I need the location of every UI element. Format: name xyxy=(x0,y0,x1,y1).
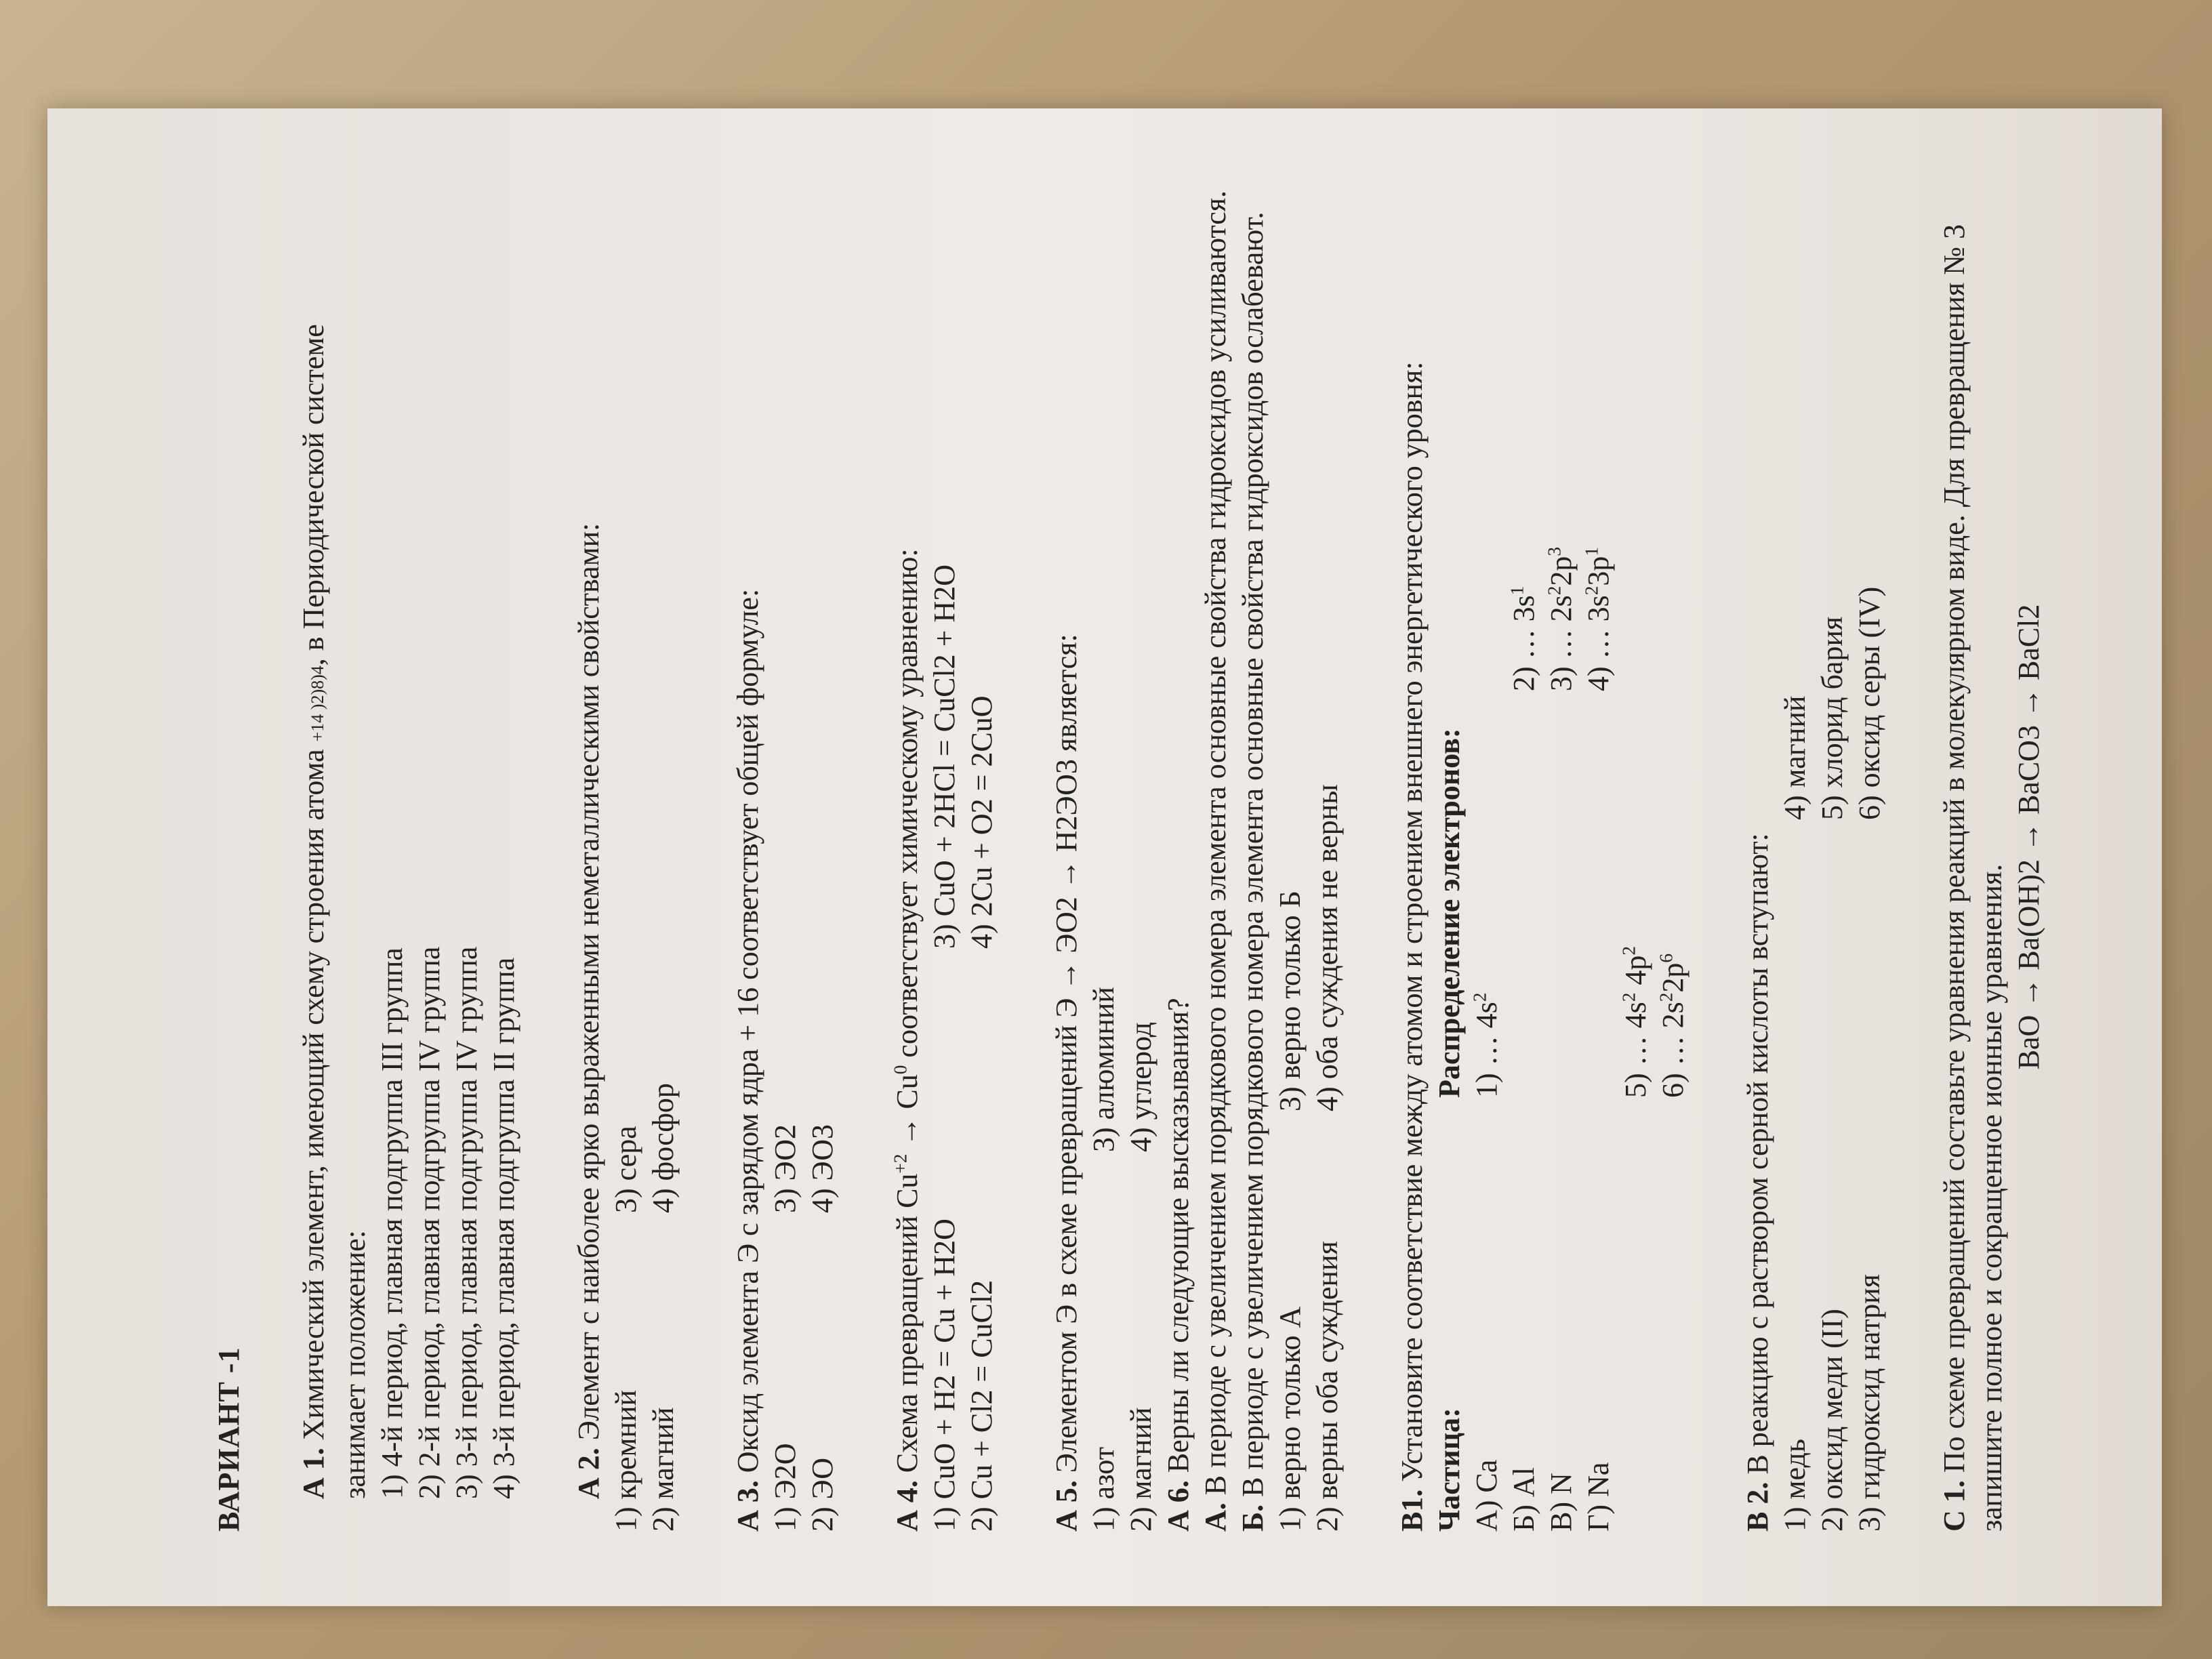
question-a1-text: Химический элемент, имеющий схему строения атома xyxy=(297,749,330,1441)
answer-options xyxy=(1776,142,1888,1532)
answer-option: 4) оба суждения не верны xyxy=(1311,784,1344,1111)
answer-option: 2) Cu + Cl2 = CuCl2 xyxy=(965,1279,998,1532)
answer-option: 5) хлорид бария xyxy=(1816,616,1849,820)
answer-option: 1) верно только А xyxy=(1273,1306,1307,1532)
answer-option: 2) магний xyxy=(647,1407,680,1532)
configuration-item: 1) … $4s^2$ xyxy=(1469,992,1503,1098)
question-a5 xyxy=(1048,142,1160,1532)
paper-sheet xyxy=(47,108,2162,1606)
answer-option: 6) оксид серы (IV) xyxy=(1853,586,1886,820)
particles-header: Частица: xyxy=(1433,1408,1466,1532)
question-a4-stem: А 4. Схема превращений $Cu^{+2} \to Cu^0$ соответствует химическому уравнению: xyxy=(890,548,924,1532)
answer-option: 1) азот xyxy=(1087,1447,1120,1532)
answer-option: 3) ЭО2 xyxy=(769,1124,802,1213)
answer-options xyxy=(607,142,682,1532)
answer-option: 3) CuO + 2HCl = CuCl2 + H2O xyxy=(928,564,961,949)
statement-a xyxy=(1197,142,1234,1532)
question-a6-text: Верны ли следующие высказывания? xyxy=(1162,998,1195,1473)
answer-options xyxy=(766,142,841,1532)
transformation-scheme: BaO → Ba(OH)2 → BaCO3 → BaCl2 xyxy=(2012,604,2045,1070)
question-a3 xyxy=(729,142,841,1532)
question-a1 xyxy=(295,142,523,1532)
configuration-item: 2) … $3s^1$ xyxy=(1507,586,1540,691)
particle-item: Б) Al xyxy=(1507,1467,1540,1532)
question-a5-text: Элементом Э в схеме превращений Э → ЭО2 → H2ЭО3 является: xyxy=(1050,634,1083,1473)
configuration-item: 5) … $4s^2$ $4p^2$ xyxy=(1618,945,1652,1098)
question-c1-stem xyxy=(1936,142,2010,1532)
question-a3-text: Оксид элемента Э с зарядом ядра + 16 соответствует общей формуле: xyxy=(731,588,764,1473)
question-a2-text: Элемент с наиболее ярко выраженными неметаллическими свойствами: xyxy=(572,523,605,1441)
question-a2 xyxy=(570,142,682,1532)
answer-option: 2) 2-й период, главная подгруппа IV группа xyxy=(413,946,446,1499)
question-b1-label: В1. xyxy=(1395,1489,1429,1532)
particle-item: А) Ca xyxy=(1470,1459,1503,1532)
answer-option: 3) гидроксид натрия xyxy=(1853,1274,1886,1532)
answer-option: 2) верны оба суждения xyxy=(1311,1241,1344,1532)
answer-option: 1) Э2О xyxy=(769,1443,802,1532)
configurations-header: Распределение электронов: xyxy=(1433,728,1466,1098)
answer-option: 4) углерод xyxy=(1124,1021,1158,1152)
answer-option: 1) 4-й период, главная подгруппа III группа xyxy=(375,947,409,1499)
question-a4-label: А 4. xyxy=(890,1480,924,1532)
configurations-grid xyxy=(1468,352,1692,1098)
answer-options xyxy=(1271,142,1346,1532)
answer-option: 2) оксид меди (II) xyxy=(1816,1309,1849,1532)
question-a6 xyxy=(1160,142,1346,1532)
question-a4 xyxy=(888,142,1000,1532)
question-a4-text-2: соответствует химическому уравнению: xyxy=(890,548,924,1058)
answer-option: 3) сера xyxy=(609,1126,642,1213)
question-a1-text-2: , в Периодической системе xyxy=(297,324,330,666)
question-a6-stem xyxy=(1160,142,1197,1532)
question-b1-text: Установите соответствие между атомом и строением внешнего энергетического уровня: xyxy=(1395,361,1429,1482)
configuration-item: 4) … $3s^23p^1$ xyxy=(1581,546,1615,691)
answer-option: 4) 2Cu + O2 = 2CuO xyxy=(965,695,998,949)
answer-option: 1) медь xyxy=(1778,1439,1811,1532)
worksheet-page xyxy=(210,142,2175,1532)
answer-option: 4) ЭО3 xyxy=(806,1124,839,1213)
configuration-item: 3) … $2s^22p^3$ xyxy=(1544,546,1578,691)
question-a2-label: А 2. xyxy=(572,1448,605,1499)
question-a4-text: Схема превращений Cu xyxy=(890,1173,924,1473)
question-a5-stem xyxy=(1048,142,1085,1532)
statement-b xyxy=(1234,142,1271,1532)
question-a3-label: А 3. xyxy=(731,1480,764,1532)
statement-a-text: В периоде с увеличением порядкового номера элемента основные свойства гидроксидов усиливаются. xyxy=(1199,190,1232,1496)
question-a3-stem xyxy=(729,142,766,1532)
answer-option: 4) магний xyxy=(1778,695,1811,820)
configuration-item: 6) … $2s^22p^6$ xyxy=(1656,953,1689,1098)
answer-option: 3) верно только Б xyxy=(1273,890,1307,1111)
question-b1 xyxy=(1393,142,1692,1532)
answer-option: 4) фосфор xyxy=(647,1083,680,1213)
question-c1-label: С 1. xyxy=(1938,1480,1971,1532)
answer-option: 3) 3-й период, главная подгруппа IV группа xyxy=(450,946,483,1499)
question-c1-text: По схеме превращений составьте уравнения реакций в молекулярном виде. Для превращения № 3 запишите полное и сокращенное ионные уравнения. xyxy=(1938,224,2008,1532)
question-b2-label: В 2. xyxy=(1741,1481,1774,1532)
question-a1-stem xyxy=(295,142,336,1532)
matching-table xyxy=(1431,142,1692,1532)
statement-b-label: Б. xyxy=(1236,1504,1269,1532)
answer-option: 2) ЭО xyxy=(806,1457,839,1532)
statement-a-label: А. xyxy=(1199,1502,1232,1532)
configurations-column xyxy=(1431,352,1692,1098)
question-b2 xyxy=(1739,142,1888,1532)
answer-option: 3) алюминий xyxy=(1087,987,1120,1152)
question-b2-stem xyxy=(1739,142,1776,1532)
particle-item: Г) Na xyxy=(1582,1462,1615,1532)
answer-option: 1) CuO + H2 = Cu + H2O xyxy=(928,1218,961,1532)
question-a1-text-3: занимает положение: xyxy=(338,1230,371,1499)
page-title: ВАРИАНТ -1 xyxy=(212,1347,245,1532)
question-a1-label: А 1. xyxy=(297,1448,330,1499)
answer-option: 1) кремний xyxy=(609,1389,642,1532)
question-a5-label: А 5. xyxy=(1050,1480,1083,1532)
atom-scheme: +14 )2)8)4 xyxy=(308,665,327,742)
question-b2-text: В реакцию с раствором серной кислоты вступают: xyxy=(1741,833,1774,1475)
answer-options xyxy=(1085,142,1160,1532)
question-b1-stem xyxy=(1393,142,1431,1532)
particles-column xyxy=(1431,1098,1692,1532)
answer-option: 4) 3-й период, главная подгруппа II группа xyxy=(487,957,520,1499)
answer-options xyxy=(926,142,1000,1532)
particle-item: В) N xyxy=(1544,1473,1578,1532)
question-a2-stem xyxy=(570,142,607,1532)
question-a6-label: А 6. xyxy=(1162,1480,1195,1532)
question-c1 xyxy=(1936,142,2047,1532)
statement-b-text: В периоде с увеличением порядкового номера элемента основные свойства гидроксидов ослабевают. xyxy=(1236,211,1269,1497)
answer-option: 2) магний xyxy=(1124,1407,1158,1532)
